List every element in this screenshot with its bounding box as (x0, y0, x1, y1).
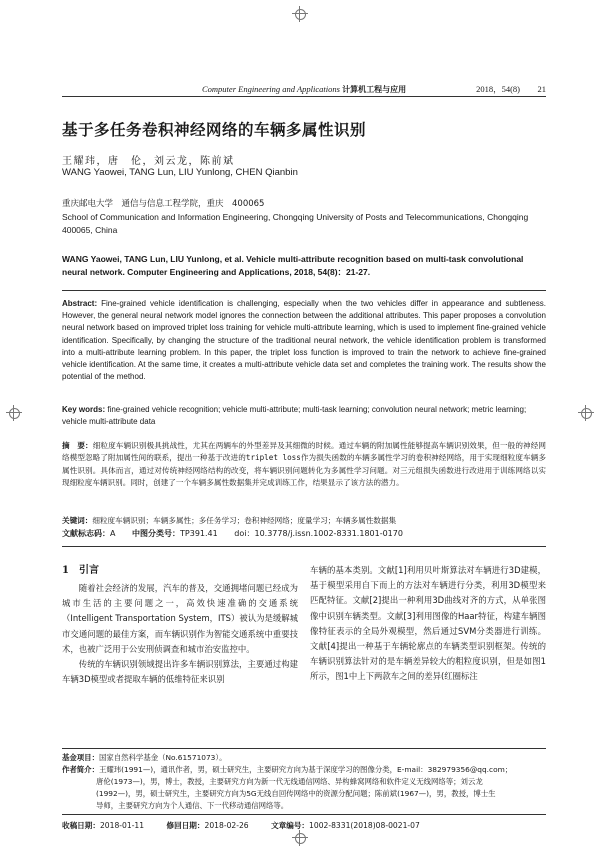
revised-label: 修回日期： (166, 821, 205, 830)
keywords-cn-label: 关键词： (62, 516, 93, 525)
fund-label: 基金项目： (62, 753, 99, 762)
doi-label: doi： (234, 529, 255, 538)
running-header (62, 82, 546, 97)
intro-paragraph-2: 传统的车辆识别领域提出许多车辆识别算法，主要通过构建车辆3D模型或者提取车辆的低维特征来识别 (62, 659, 298, 685)
affiliation-cn: 重庆邮电大学 通信与信息工程学院，重庆 400065 (62, 199, 265, 209)
journal-name-en: Computer Engineering and Applications (202, 84, 340, 94)
keywords-en-text: fine-grained vehicle recognition; vehicle multi-attribute; multi-task learning; convolution neural network; metric learning; vehicle multi-attribute data (62, 405, 527, 427)
body-right-column (310, 563, 546, 685)
abstract-cn (62, 440, 546, 490)
body-left-column (62, 563, 298, 687)
keywords-cn-text: 细粒度车辆识别；车辆多属性；多任务学习；卷积神经网络；度量学习；车辆多属性数据集 (92, 516, 397, 525)
footnote-divider (62, 748, 546, 749)
registration-mark-left (6, 405, 22, 421)
authors-cn: 王耀玮，唐 伦，刘云龙，陈前斌 (62, 156, 235, 167)
author-bio (62, 764, 546, 776)
footnotes (62, 752, 546, 812)
fund-text: 国家自然科学基金（No.61571073）。 (98, 753, 227, 762)
divider (62, 546, 546, 547)
received-label: 收稿日期： (62, 821, 100, 830)
doc-code: A (110, 529, 116, 538)
article-number: 1002-8331(2018)08-0021-07 (309, 821, 420, 830)
clc-number: TP391.41 (180, 529, 218, 538)
abstract-en-label: Abstract: (62, 299, 98, 308)
keywords-en-label: Key words: (62, 405, 106, 414)
citation: WANG Yaowei, TANG Lun, LIU Yunlong, et al. Vehicle multi-attribute recognition based on multi-task convolutional neural network. Computer Engineering and Applications, 2018, 54(8)：21-27. (62, 254, 524, 277)
authors-en: WANG Yaowei, TANG Lun, LIU Yunlong, CHEN Qianbin (62, 167, 298, 178)
bio-line: 王耀玮(1991—)，通讯作者，男，硕士研究生，主要研究方向为基于深度学习的图像分类，E-mail：382979356@qq.com； (98, 765, 513, 774)
intro-paragraph-1: 随着社会经济的发展，汽车的普及，交通拥堵问题已经成为城市生活的主要问题之一，高效快速准确的交通系统（Intelligent Transportation System，ITS）被认为是缓解城市交通问题的最佳方案，而车辆识别作为智能交通系统中重要技术，也被广泛用于公安刑侦调查和城市治安监控中。 (62, 583, 298, 654)
article-dates (62, 820, 546, 831)
intro-right-column-text: 车辆的基本类别。文献[1]利用贝叶斯算法对车辆进行3D建模，基于模型采用自下而上的方法对车辆进行分类，利用3D模型来匹配特征。文献[2]提出一种利用3D曲线对齐的方式，从单张图像中识别车辆类型。文献[3]利用图像的Haar特征，构建车辆图像特征表示的全局外观模型，然后通过SVM分类器进行训练。文献[4]提出一种基于车辆轮廓点的车辆类型识别框架。传统的车辆识别算法针对的是车辆差异较大的粗粒度识别，但是如图1所示，图1中上下两款车之间的差异(红圈标注 (310, 565, 546, 682)
keywords-cn (62, 515, 546, 527)
clc-label: 中图分类号： (132, 529, 181, 538)
keywords-en (62, 404, 546, 428)
bio-line: 导师，主要研究方向为个人通信、下一代移动通信网络等。 (96, 801, 289, 810)
affiliation-en: School of Communication and Information Engineering, Chongqing University of Posts and Telecommunications, Chongqing 400065, China (62, 212, 529, 235)
article-title: 基于多任务卷积神经网络的车辆多属性识别 (62, 120, 367, 139)
doc-code-label: 文献标志码： (62, 529, 110, 538)
bio-label: 作者简介： (62, 765, 99, 774)
page-number: 21 (537, 84, 546, 94)
abstract-en (62, 298, 546, 383)
abstract-en-text: Fine-grained vehicle identification is challenging, especially when the two vehicles differ in appearance and subtleness. However, the general neural network model ignores the connection between the additional attributes. This paper proposes a convolution neural network based on improved triplet loss training for vehicle multi-attribute learning, which is used to implement fine-grained vehicle identification. Specifically, by changing the structure of the traditional neural network, the vehicle identification problem is transformed into a multi-attribute learning problem. In this paper, the triplet loss function is improved to train the network to achieve fine-grained vehicle identification. At the same time, it creates a multi-attribute vehicle data set and completes the training work. The results show the potential of the method. (62, 299, 546, 382)
journal-name (202, 82, 406, 97)
divider (62, 290, 546, 291)
document-identifiers (62, 528, 546, 540)
received-date: 2018-01-11 (99, 821, 145, 830)
section-heading-introduction: 1 引言 (62, 565, 99, 576)
revised-date: 2018-02-26 (204, 821, 249, 830)
bio-line: (1992—)，男，硕士研究生，主要研究方向为5G无线自回传网络中的资源分配问题；陈前斌(1967—)，男，教授，博士生 (96, 789, 496, 798)
volume-issue: 2018，54(8) (476, 84, 520, 94)
footnote-divider (62, 814, 546, 815)
fund-note (62, 752, 546, 764)
registration-mark-top (292, 6, 308, 22)
doi: 10.3778/j.issn.1002-8331.1801-0170 (254, 529, 403, 538)
registration-mark-right (578, 405, 594, 421)
abstract-cn-text: 细粒度车辆识别极具挑战性，尤其在两辆车的外型差异及其细微的时候。通过车辆的附加属性能够提高车辆识别效果，但一般的神经网络模型忽略了附加属性间的联系，提出一种基于改进的triplet loss作为损失函数的车辆多属性学习的卷积神经网络，用于实现细粒度车辆多属性识别。具体而言，通过对传统神经网络结构的改变，将车辆识别问题转化为多属性学习问题。对三元组损失函数进行改进用于训练网络以实现细粒度车辆识别。同时，创建了一个车辆多属性数据集并完成训练工作，结果显示了该方法的潜力。 (62, 441, 547, 488)
abstract-cn-label: 摘 要： (62, 441, 93, 450)
journal-name-cn: 计算机工程与应用 (342, 85, 407, 94)
registration-mark-bottom (292, 830, 308, 846)
article-number-label: 文章编号： (271, 821, 310, 830)
bio-line: 唐伦(1973—)，男，博士，教授，主要研究方向为新一代无线通信网络、异构蜂窝网络和软件定义无线网络等；刘云龙 (96, 777, 483, 786)
